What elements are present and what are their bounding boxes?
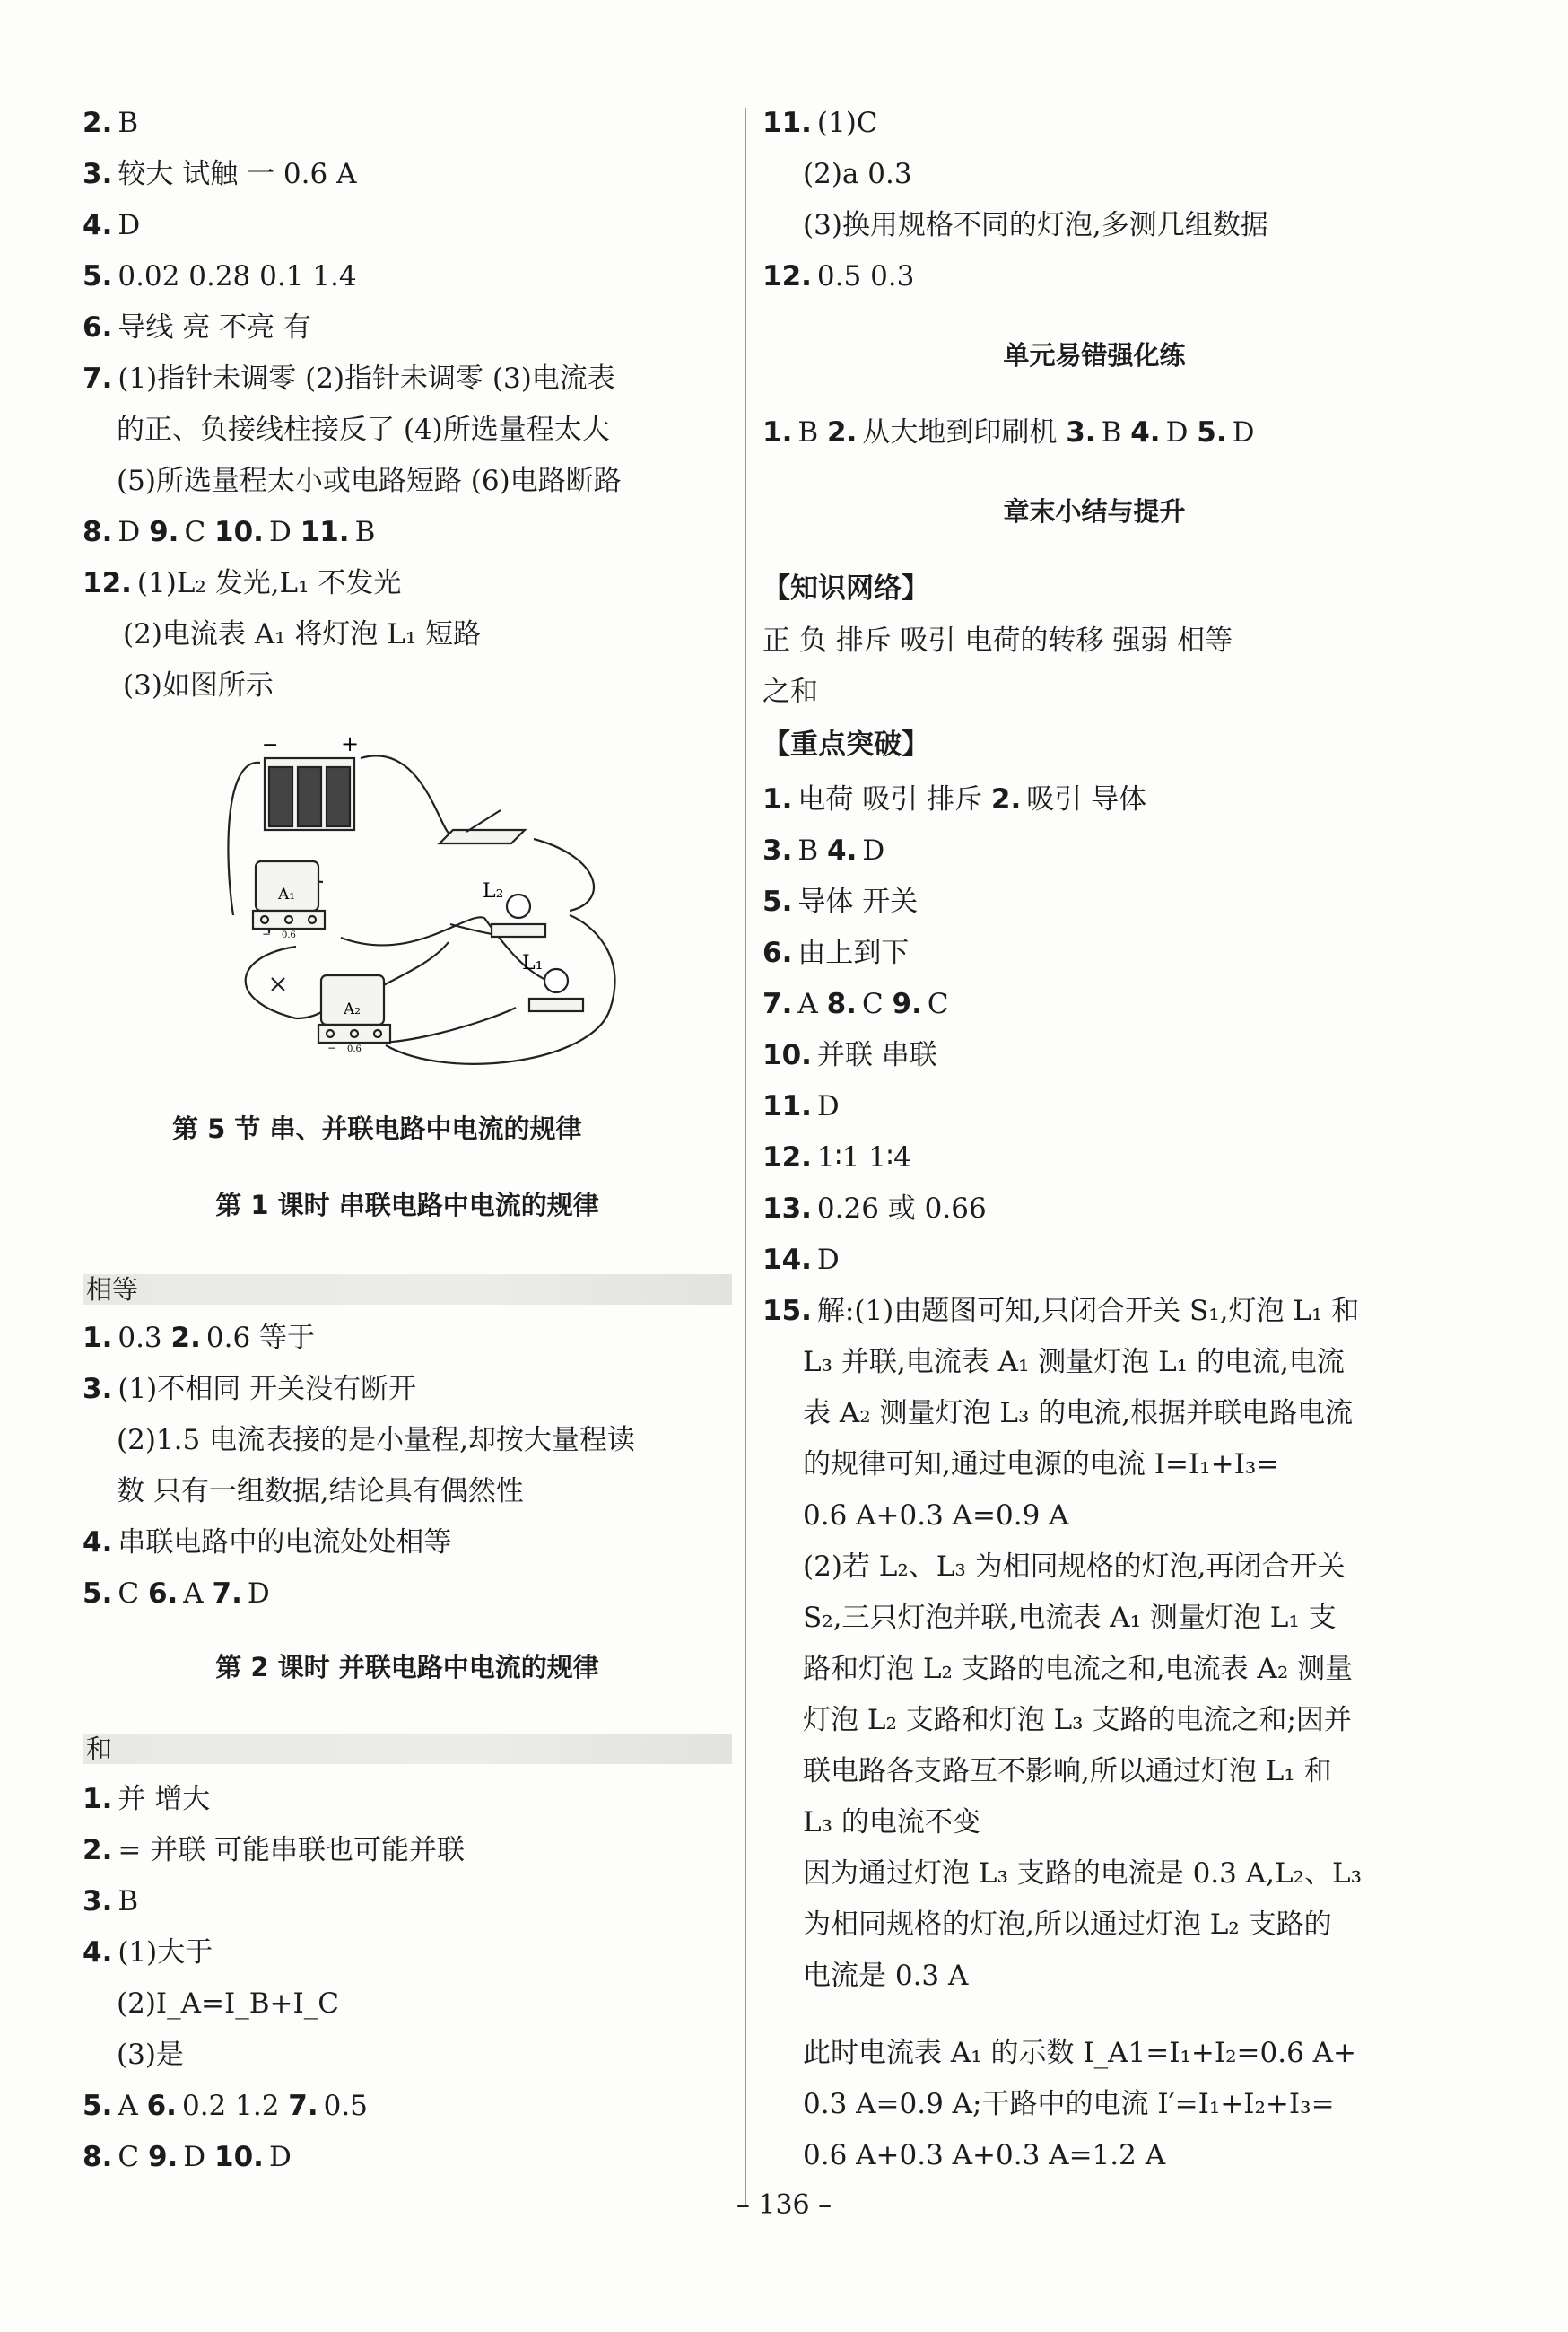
knowledge-label: 【知识网络】: [762, 572, 929, 605]
answer-line: 14. D: [762, 1244, 840, 1276]
ammeter-a1-label: A₁: [278, 886, 296, 904]
answer-continuation: 为相同规格的灯泡,所以通过灯泡 L₂ 支路的: [803, 1908, 1332, 1941]
answer-line: 6. 导线 亮 不亮 有: [83, 311, 311, 344]
answer-continuation: (2)a 0.3: [803, 158, 912, 190]
answer-continuation: 0.6 A+0.3 A+0.3 A=1.2 A: [803, 2139, 1166, 2171]
answer-continuation: 因为通过灯泡 L₃ 支路的电流是 0.3 A,L₂、L₃: [803, 1857, 1362, 1890]
answer-continuation: S₂,三只灯泡并联,电流表 A₁ 测量灯泡 L₁ 支: [803, 1602, 1337, 1634]
answer-line: 5. A 6. 0.2 1.2 7. 0.5: [83, 2090, 368, 2122]
answer-line: 4. 串联电路中的电流处处相等: [83, 1526, 452, 1559]
answer-continuation: L₃ 并联,电流表 A₁ 测量灯泡 L₁ 的电流,电流: [803, 1346, 1345, 1378]
circuit-diagram: [215, 722, 637, 1081]
answer-continuation: 0.6 A+0.3 A=0.9 A: [803, 1499, 1069, 1532]
answer-line: 1. 电荷 吸引 排斥 2. 吸引 导体: [762, 783, 1147, 816]
ammeter-a2-minus: −: [327, 1042, 337, 1054]
battery-plus: +: [341, 731, 360, 756]
section-title: 第 5 节 串、并联电路中电流的规律: [172, 1114, 582, 1144]
answer-continuation: 数 只有一组数据,结论具有偶然性: [117, 1475, 524, 1507]
ammeter-a1-minus: −: [262, 928, 272, 940]
lamp-l1-label: L₁: [522, 952, 544, 974]
answer-line: 1. 0.3 2. 0.6 等于: [83, 1322, 316, 1354]
answer-line: 4. D: [83, 209, 141, 241]
answer-line: 3. (1)不相同 开关没有断开: [83, 1373, 417, 1405]
knowledge-line: 之和: [762, 676, 818, 708]
answer-continuation: 表 A₂ 测量灯泡 L₃ 的电流,根据并联电路电流: [803, 1397, 1354, 1429]
answer-continuation: 的正、负接线柱接反了 (4)所选量程太大: [117, 414, 610, 446]
answer-continuation: 0.3 A=0.9 A;干路中的电流 I′=I₁+I₂+I₃=: [803, 2088, 1335, 2120]
answer-continuation: (2)若 L₂、L₃ 为相同规格的灯泡,再闭合开关: [803, 1550, 1346, 1583]
unit-title: 单元易错强化练: [1003, 340, 1186, 371]
ammeter-a2-scale: 0.6: [347, 1044, 362, 1054]
wire: [534, 839, 594, 911]
column-divider: [745, 108, 746, 2207]
summary-bar: 相等: [83, 1274, 732, 1305]
lamp-l2-label: L₂: [483, 880, 504, 903]
answer-line: 2. B: [83, 107, 139, 139]
answer-line: 3. B: [83, 1885, 139, 1917]
answer-continuation: 电流是 0.3 A: [803, 1960, 969, 1992]
answer-line: 1. B 2. 从大地到印刷机 3. B 4. D 5. D: [762, 416, 1255, 449]
wire: [361, 755, 450, 834]
answer-line: 6. 由上到下: [762, 937, 910, 969]
answer-line: 13. 0.26 或 0.66: [762, 1192, 987, 1225]
answer-line: 7. A 8. C 9. C: [762, 988, 949, 1020]
answer-line: 11. D: [762, 1090, 840, 1122]
answer-line: 3. B 4. D: [762, 834, 885, 867]
answer-continuation: (3)如图所示: [123, 669, 274, 702]
answer-continuation: (3)换用规格不同的灯泡,多测几组数据: [803, 209, 1268, 241]
summary-bar: 和: [83, 1734, 732, 1764]
answer-line: 11. (1)C: [762, 107, 878, 139]
answer-line: 8. C 9. D 10. D: [83, 2141, 292, 2173]
answer-continuation: 的规律可知,通过电源的电流 I=I₁+I₃=: [803, 1448, 1280, 1480]
ammeter-a2-label: A₂: [344, 1000, 362, 1018]
answer-line: 5. 导体 开关: [762, 886, 919, 918]
answer-line: 10. 并联 串联: [762, 1039, 937, 1071]
ammeter-a1-scale: 0.6: [282, 930, 296, 940]
summary-title: 章末小结与提升: [1003, 496, 1186, 527]
answer-line: 3. 较大 试触 一 0.6 A: [83, 158, 357, 190]
answer-continuation: (2)电流表 A₁ 将灯泡 L₁ 短路: [123, 618, 482, 651]
answer-line: 5. C 6. A 7. D: [83, 1577, 270, 1610]
answer-line: 2. = 并联 可能串联也可能并联: [83, 1834, 466, 1866]
answer-line: 12. 1∶1 1∶4: [762, 1141, 911, 1174]
answer-line: 15. 解:(1)由题图可知,只闭合开关 S₁,灯泡 L₁ 和: [762, 1295, 1360, 1327]
answer-line: 5. 0.02 0.28 0.1 1.4: [83, 260, 357, 293]
answer-continuation: 灯泡 L₂ 支路和灯泡 L₃ 支路的电流之和;因并: [803, 1704, 1352, 1736]
knowledge-line: 正 负 排斥 吸引 电荷的转移 强弱 相等: [762, 624, 1233, 657]
lesson-title: 第 2 课时 并联电路中电流的规律: [215, 1652, 599, 1682]
answer-line: 12. (1)L₂ 发光,L₁ 不发光: [83, 567, 402, 599]
answer-continuation: L₃ 的电流不变: [803, 1806, 980, 1839]
page-number: – 136 –: [736, 2189, 832, 2221]
answer-line: 12. 0.5 0.3: [762, 260, 915, 293]
answer-continuation: (2)1.5 电流表接的是小量程,却按大量程读: [117, 1424, 635, 1456]
key-label: 【重点突破】: [762, 729, 929, 761]
wire: [246, 947, 296, 1018]
answer-line: 7. (1)指针未调零 (2)指针未调零 (3)电流表: [83, 362, 615, 395]
answer-line: 8. D 9. C 10. D 11. B: [83, 516, 376, 548]
answer-continuation: (2)I_A=I_B+I_C: [117, 1987, 339, 2020]
lesson-title: 第 1 课时 串联电路中电流的规律: [215, 1190, 599, 1220]
wire: [341, 917, 484, 945]
answer-continuation: 联电路各支路互不影响,所以通过灯泡 L₁ 和: [803, 1755, 1332, 1787]
answer-line: 4. (1)大于: [83, 1936, 213, 1969]
answer-continuation: 路和灯泡 L₂ 支路的电流之和,电流表 A₂ 测量: [803, 1653, 1354, 1685]
answer-continuation: (5)所选量程太小或电路短路 (6)电路断路: [117, 465, 622, 497]
answer-continuation: (3)是: [117, 2039, 184, 2071]
answer-continuation: 此时电流表 A₁ 的示数 I_A1=I₁+I₂=0.6 A+: [803, 2037, 1357, 2069]
battery-minus: −: [262, 734, 279, 756]
answer-line: 1. 并 增大: [83, 1783, 211, 1815]
